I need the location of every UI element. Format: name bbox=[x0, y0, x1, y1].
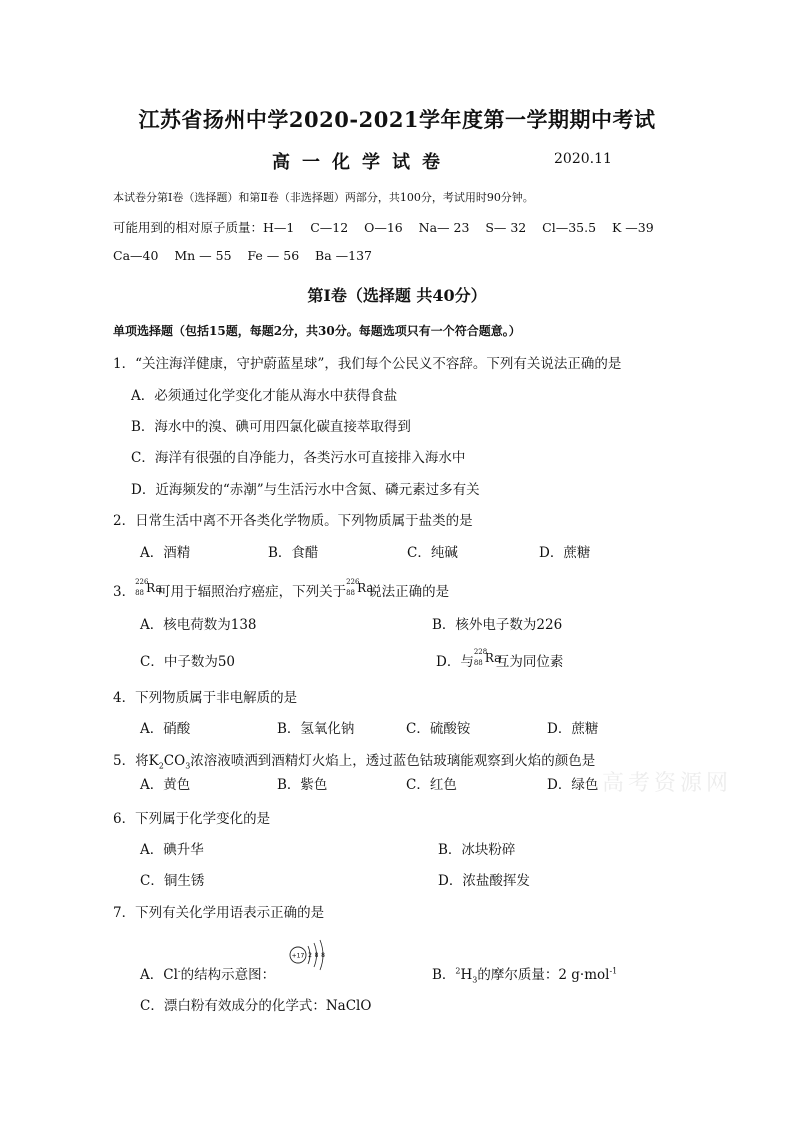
q3-stem bbox=[113, 580, 449, 600]
q3-option-d: D．与 228 88 Ra 互为同位素 bbox=[436, 648, 564, 670]
section-description: 单项选择题（包括15题，每题2分，共30分。每题选项只有一个符合题意。） bbox=[113, 324, 521, 338]
q5-option-a: A．黄色 bbox=[140, 777, 191, 793]
exam-subtitle: 高一化学试卷 bbox=[272, 152, 452, 173]
chloride-ion-structure-diagram bbox=[288, 937, 338, 973]
ra-isotope-symbol: 226 88 Ra bbox=[135, 578, 163, 597]
q5-option-d: D．绿色 bbox=[547, 777, 599, 793]
q3-option-b: B．核外电子数为226 bbox=[432, 617, 563, 633]
q2-stem: 2．日常生活中离不开各类化学物质。下列物质属于盐类的是 bbox=[113, 513, 473, 529]
q3-number: 3． bbox=[113, 584, 136, 600]
watermark: 高考资源网 bbox=[602, 771, 733, 796]
nucleus-charge: +17 bbox=[291, 952, 305, 960]
q6-stem: 6．下列属于化学变化的是 bbox=[113, 811, 271, 827]
q3-option-c: C．中子数为50 bbox=[140, 654, 236, 670]
q4-option-b: B．氢氧化钠 bbox=[277, 721, 355, 737]
exam-date: 2020.11 bbox=[554, 151, 612, 167]
q4-option-a: A．硝酸 bbox=[140, 721, 191, 737]
q7-option-a: A．Cl-的结构示意图： bbox=[140, 966, 276, 983]
exam-intro: 本试卷分第Ⅰ卷（选择题）和第Ⅱ卷（非选择题）两部分，共100分，考试用时90分钟。 bbox=[113, 191, 534, 204]
atomic-masses-line2: Ca—40 Mn — 55 Fe — 56 Ba —137 bbox=[113, 248, 373, 263]
q1-option-a: A．必须通过化学变化才能从海水中获得食盐 bbox=[131, 388, 398, 404]
shell-1-electrons: 2 bbox=[308, 952, 312, 959]
q6-option-b: B．冰块粉碎 bbox=[438, 842, 516, 858]
q4-option-d: D．蔗糖 bbox=[547, 721, 599, 737]
q5-option-b: B．紫色 bbox=[277, 777, 328, 793]
q3-stem-end: 说法正确的是 bbox=[368, 584, 450, 600]
ra-isotope-symbol-2: 226 88 Ra bbox=[346, 578, 374, 597]
q1-option-c: C．海洋有很强的自净能力，各类污水可直接排入海水中 bbox=[131, 450, 466, 466]
shell-2-electrons: 8 bbox=[314, 952, 319, 959]
q1-stem: 1．“关注海洋健康，守护蔚蓝星球”，我们每个公民义不容辞。下列有关说法正确的是 bbox=[113, 356, 622, 372]
exam-title: 江苏省扬州中学2020-2021学年度第一学期期中考试 bbox=[138, 107, 656, 132]
q7-option-c: C．漂白粉有效成分的化学式：NaClO bbox=[140, 998, 372, 1014]
q1-option-b: B．海水中的溴、碘可用四氯化碳直接萃取得到 bbox=[131, 419, 411, 435]
q2-option-a: A．酒精 bbox=[140, 545, 191, 561]
q4-option-c: C．硫酸铵 bbox=[406, 721, 471, 737]
q3-stem-mid: 可用于辐照治疗癌症，下列关于 bbox=[157, 584, 347, 600]
q3-option-a: A．核电荷数为138 bbox=[140, 617, 257, 633]
q6-option-d: D．浓盐酸挥发 bbox=[438, 873, 530, 889]
q2-option-d: D．蔗糖 bbox=[539, 545, 591, 561]
q5-option-c: C．红色 bbox=[406, 777, 457, 793]
q6-option-a: A．碘升华 bbox=[140, 842, 204, 858]
section-title: 第Ⅰ卷（选择题 共40分） bbox=[307, 286, 487, 305]
q2-option-c: C．纯碱 bbox=[407, 545, 458, 561]
q5-stem: 5．将$K_2CO_3$浓溶液喷洒到酒精灯火焰上，透过蓝色钴玻璃能观察到火焰的颜色是 bbox=[113, 753, 596, 771]
q1-option-d: D．近海频发的“赤潮”与生活污水中含氮、磷元素过多有关 bbox=[131, 482, 480, 498]
q2-option-b: B．食醋 bbox=[268, 545, 319, 561]
q6-option-c: C．铜生锈 bbox=[140, 873, 205, 889]
q7-stem: 7．下列有关化学用语表示正确的是 bbox=[113, 905, 325, 921]
q4-stem: 4．下列物质属于非电解质的是 bbox=[113, 690, 298, 706]
atomic-masses-line1: 可能用到的相对原子质量：H—1 C—12 O—16 Na— 23 S— 32 Cl—35.5 K —39 bbox=[113, 220, 654, 235]
q7-option-b: B．$^2H_3$的摩尔质量：2 g·mol$^{-1}$ bbox=[432, 966, 618, 985]
ra-228-isotope-symbol: 228 88 Ra bbox=[473, 648, 502, 667]
shell-3-electrons: 8 bbox=[321, 952, 325, 959]
